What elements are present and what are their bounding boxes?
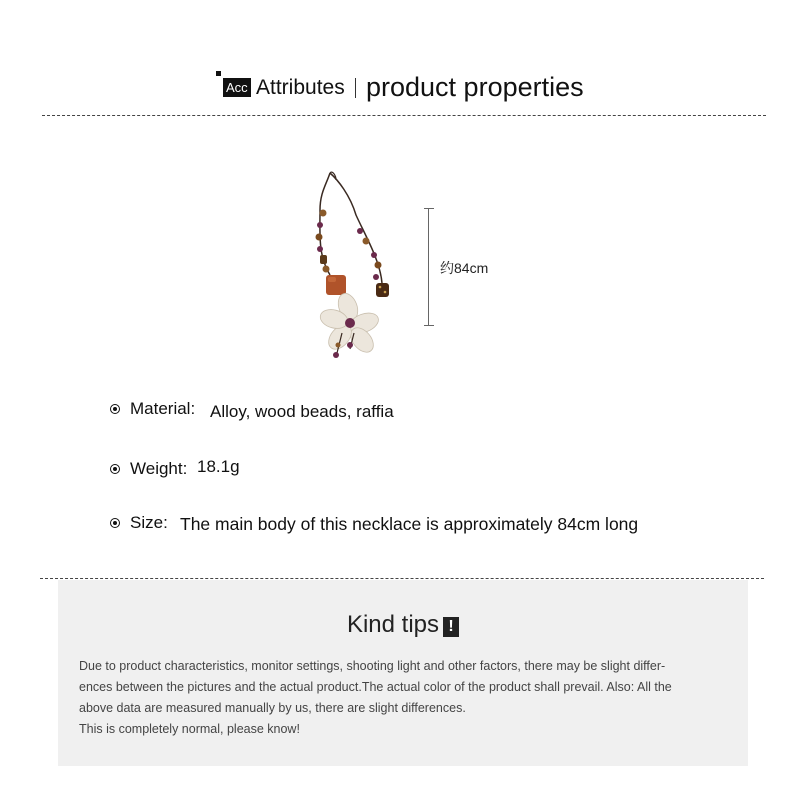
exclamation-icon: ! [443,617,459,637]
tips-body [79,656,734,740]
spec-label: Size: [130,513,168,532]
bottom-divider [40,578,764,579]
header-attributes-label: Attributes [256,76,345,99]
header-tag: Acc [223,78,251,97]
necklace-image [290,165,410,370]
spec-value: 18.1g [197,457,240,476]
spec-label: Weight: [130,459,188,478]
tips-line: This is completely normal, please know! [79,722,300,736]
top-divider [42,115,766,116]
necklace-icon [290,165,410,370]
spec-value: Alloy, wood beads, raffia [210,402,394,421]
kind-tips-panel [58,580,748,766]
page-title: product properties [366,72,584,102]
bullet-icon [110,518,120,528]
spec-value: The main body of this necklace is approximately 84cm long [180,514,639,534]
header-separator [355,78,356,98]
tips-line: ences between the pictures and the actual product.The actual color of the product shall prevail. Also: All the [79,680,672,694]
header-dot [216,71,221,76]
length-measure-bar [424,208,436,326]
tips-title-text: Kind tips [346,611,440,638]
bullet-icon [110,464,120,474]
bullet-icon [110,404,120,414]
tips-line: Due to product characteristics, monitor settings, shooting light and other factors, there may be slight differ- [79,659,666,673]
tips-title [58,610,748,640]
tips-line: above data are measured manually by us, there are slight differences. [79,701,466,715]
section-header [0,70,800,110]
spec-label: Material: [130,399,196,418]
length-label: 约84cm [440,260,489,276]
